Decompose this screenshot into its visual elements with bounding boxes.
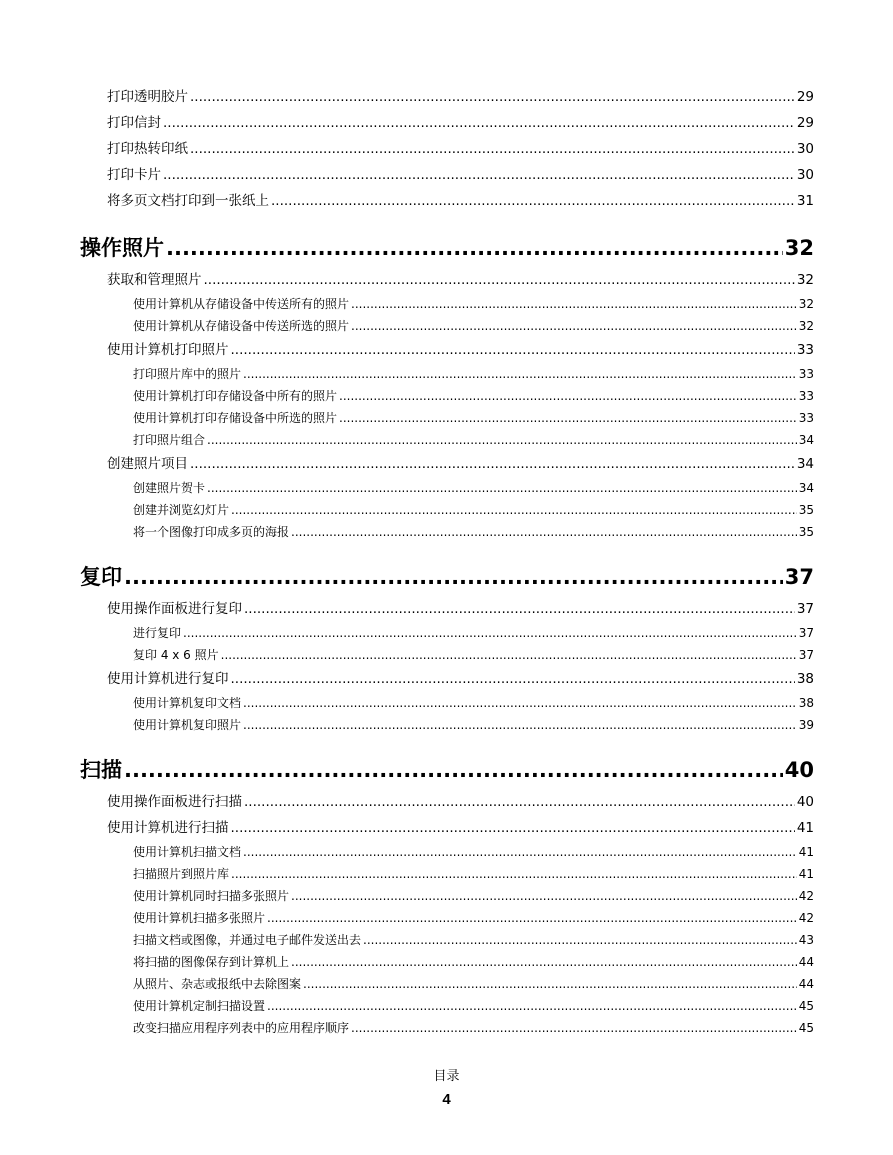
page-footer [0, 1066, 893, 1112]
toc-dot-leader [271, 188, 795, 214]
toc-dot-leader [291, 521, 797, 543]
toc-entry-title: 打印透明胶片 [107, 89, 188, 105]
toc-entry-title: 打印热转印纸 [107, 141, 188, 157]
toc-subsection-entry[interactable] [80, 622, 814, 644]
toc-subsection-entry[interactable] [80, 1017, 814, 1039]
toc-dot-leader [207, 477, 797, 499]
toc-entry-title: 改变扫描应用程序列表中的应用程序顺序 [133, 1021, 350, 1035]
toc-entry-title: 使用计算机同时扫描多张照片 [133, 889, 290, 903]
toc-entry-title: 打印卡片 [107, 167, 161, 183]
toc-dot-leader [231, 815, 795, 841]
toc-entry-page: 39 [798, 718, 814, 732]
toc-entry-page: 43 [798, 933, 814, 947]
toc-entry-title: 使用计算机从存储设备中传送所有的照片 [133, 297, 350, 311]
toc-entry-page: 35 [798, 525, 814, 539]
toc-entry-page: 37 [798, 626, 814, 640]
toc-entry-title: 从照片、杂志或报纸中去除图案 [133, 977, 302, 991]
toc-section-entry[interactable] [80, 789, 814, 815]
toc-dot-leader [231, 666, 795, 692]
toc-entry-page: 34 [798, 433, 814, 447]
toc-dot-leader [190, 136, 795, 162]
toc-section-entry[interactable] [80, 188, 814, 214]
toc-subsection-entry[interactable] [80, 907, 814, 929]
toc-entry-page: 37 [798, 648, 814, 662]
toc-entry-page: 35 [798, 503, 814, 517]
toc-entry-page: 33 [798, 389, 814, 403]
toc-entry-page: 32 [784, 236, 814, 260]
toc-section-entry[interactable] [80, 596, 814, 622]
toc-entry-title: 将扫描的图像保存到计算机上 [133, 955, 290, 969]
toc-dot-leader [243, 363, 797, 385]
toc-entry-title: 使用计算机打印存储设备中所有的照片 [133, 389, 338, 403]
toc-entry-title: 获取和管理照片 [107, 272, 202, 288]
toc-entry-page: 42 [798, 889, 814, 903]
toc-subsection-entry[interactable] [80, 951, 814, 973]
toc-entry-title: 使用计算机进行扫描 [107, 820, 229, 836]
toc-entry-title: 复印 [80, 565, 122, 589]
toc-entry-title: 扫描照片到照片库 [133, 867, 230, 881]
toc-dot-leader [124, 751, 783, 789]
toc-dot-leader [243, 841, 797, 863]
toc-subsection-entry[interactable] [80, 929, 814, 951]
toc-chapter-entry[interactable] [80, 558, 814, 596]
toc-entry-page: 42 [798, 911, 814, 925]
toc-dot-leader [231, 863, 797, 885]
toc-dot-leader [207, 429, 797, 451]
toc-subsection-entry[interactable] [80, 499, 814, 521]
toc-entry-title: 扫描 [80, 758, 122, 782]
table-of-contents [80, 84, 814, 1039]
toc-dot-leader [231, 499, 797, 521]
toc-dot-leader [163, 162, 795, 188]
toc-subsection-entry[interactable] [80, 429, 814, 451]
toc-chapter-entry[interactable] [80, 751, 814, 789]
toc-dot-leader [231, 337, 795, 363]
toc-dot-leader [221, 644, 797, 666]
toc-entry-title: 创建并浏览幻灯片 [133, 503, 230, 517]
toc-entry-page: 38 [796, 671, 814, 687]
toc-subsection-entry[interactable] [80, 407, 814, 429]
toc-subsection-entry[interactable] [80, 841, 814, 863]
toc-section-entry[interactable] [80, 267, 814, 293]
toc-entry-title: 打印照片库中的照片 [133, 367, 242, 381]
toc-section-entry[interactable] [80, 84, 814, 110]
toc-section-entry[interactable] [80, 162, 814, 188]
toc-dot-leader [267, 995, 797, 1017]
toc-entry-page: 31 [796, 193, 814, 209]
toc-entry-title: 使用计算机打印存储设备中所选的照片 [133, 411, 338, 425]
toc-dot-leader [163, 110, 795, 136]
toc-dot-leader [351, 293, 797, 315]
toc-dot-leader [244, 596, 795, 622]
toc-dot-leader [243, 692, 797, 714]
toc-subsection-entry[interactable] [80, 885, 814, 907]
toc-entry-page: 40 [796, 794, 814, 810]
toc-entry-page: 37 [784, 565, 814, 589]
toc-section-entry[interactable] [80, 666, 814, 692]
toc-dot-leader [303, 973, 797, 995]
toc-dot-leader [166, 229, 783, 267]
toc-entry-title: 使用计算机打印照片 [107, 342, 229, 358]
toc-dot-leader [363, 929, 797, 951]
toc-dot-leader [243, 714, 797, 736]
toc-entry-title: 使用计算机扫描多张照片 [133, 911, 266, 925]
toc-entry-page: 30 [796, 141, 814, 157]
toc-entry-page: 33 [796, 342, 814, 358]
toc-entry-page: 33 [798, 411, 814, 425]
toc-entry-title: 使用计算机扫描文档 [133, 845, 242, 859]
toc-dot-leader [267, 907, 797, 929]
toc-entry-title: 将一个图像打印成多页的海报 [133, 525, 290, 539]
toc-dot-leader [351, 315, 797, 337]
toc-entry-page: 33 [798, 367, 814, 381]
toc-entry-title: 使用操作面板进行扫描 [107, 794, 242, 810]
toc-entry-page: 41 [796, 820, 814, 836]
toc-dot-leader [190, 84, 795, 110]
toc-entry-page: 30 [796, 167, 814, 183]
toc-subsection-entry[interactable] [80, 644, 814, 666]
toc-entry-title: 使用计算机定制扫描设置 [133, 999, 266, 1013]
toc-entry-page: 29 [796, 115, 814, 131]
toc-entry-page: 29 [796, 89, 814, 105]
toc-entry-page: 32 [798, 319, 814, 333]
toc-entry-title: 操作照片 [80, 236, 164, 260]
toc-subsection-entry[interactable] [80, 385, 814, 407]
toc-entry-title: 创建照片项目 [107, 456, 188, 472]
toc-entry-title: 创建照片贺卡 [133, 481, 206, 495]
toc-subsection-entry[interactable] [80, 863, 814, 885]
toc-entry-title: 将多页文档打印到一张纸上 [107, 193, 269, 209]
toc-entry-title: 使用计算机进行复印 [107, 671, 229, 687]
toc-dot-leader [124, 558, 783, 596]
toc-subsection-entry[interactable] [80, 973, 814, 995]
toc-section-entry[interactable] [80, 110, 814, 136]
toc-section-entry[interactable] [80, 136, 814, 162]
toc-entry-page: 41 [798, 867, 814, 881]
toc-entry-page: 34 [796, 456, 814, 472]
footer-label: 目录 [433, 1069, 460, 1084]
toc-entry-title: 复印 4 x 6 照片 [133, 648, 219, 662]
toc-entry-title: 进行复印 [133, 626, 182, 640]
toc-entry-title: 扫描文档或图像，并通过电子邮件发送出去 [133, 933, 362, 947]
toc-section-entry[interactable] [80, 451, 814, 477]
toc-dot-leader [190, 451, 795, 477]
toc-dot-leader [291, 885, 797, 907]
toc-entry-title: 使用计算机从存储设备中传送所选的照片 [133, 319, 350, 333]
toc-subsection-entry[interactable] [80, 315, 814, 337]
toc-entry-page: 45 [798, 999, 814, 1013]
toc-entry-page: 41 [798, 845, 814, 859]
toc-entry-title: 打印照片组合 [133, 433, 206, 447]
toc-chapter-entry[interactable] [80, 229, 814, 267]
toc-dot-leader [244, 789, 795, 815]
toc-entry-page: 37 [796, 601, 814, 617]
toc-entry-page: 40 [784, 758, 814, 782]
toc-section-entry[interactable] [80, 337, 814, 363]
toc-subsection-entry[interactable] [80, 692, 814, 714]
toc-subsection-entry[interactable] [80, 477, 814, 499]
toc-subsection-entry[interactable] [80, 363, 814, 385]
toc-dot-leader [291, 951, 797, 973]
toc-section-entry[interactable] [80, 815, 814, 841]
toc-subsection-entry[interactable] [80, 521, 814, 543]
toc-entry-page: 44 [798, 955, 814, 969]
toc-entry-page: 32 [796, 272, 814, 288]
toc-dot-leader [204, 267, 795, 293]
toc-dot-leader [183, 622, 797, 644]
toc-dot-leader [339, 385, 797, 407]
toc-subsection-entry[interactable] [80, 293, 814, 315]
toc-subsection-entry[interactable] [80, 714, 814, 736]
toc-entry-page: 34 [798, 481, 814, 495]
toc-subsection-entry[interactable] [80, 995, 814, 1017]
toc-entry-page: 45 [798, 1021, 814, 1035]
toc-entry-title: 使用计算机复印文档 [133, 696, 242, 710]
footer-page-number: 4 [442, 1091, 451, 1108]
toc-entry-page: 38 [798, 696, 814, 710]
toc-dot-leader [339, 407, 797, 429]
toc-entry-title: 打印信封 [107, 115, 161, 131]
toc-entry-page: 32 [798, 297, 814, 311]
toc-dot-leader [351, 1017, 797, 1039]
toc-entry-title: 使用计算机复印照片 [133, 718, 242, 732]
toc-entry-page: 44 [798, 977, 814, 991]
toc-entry-title: 使用操作面板进行复印 [107, 601, 242, 617]
